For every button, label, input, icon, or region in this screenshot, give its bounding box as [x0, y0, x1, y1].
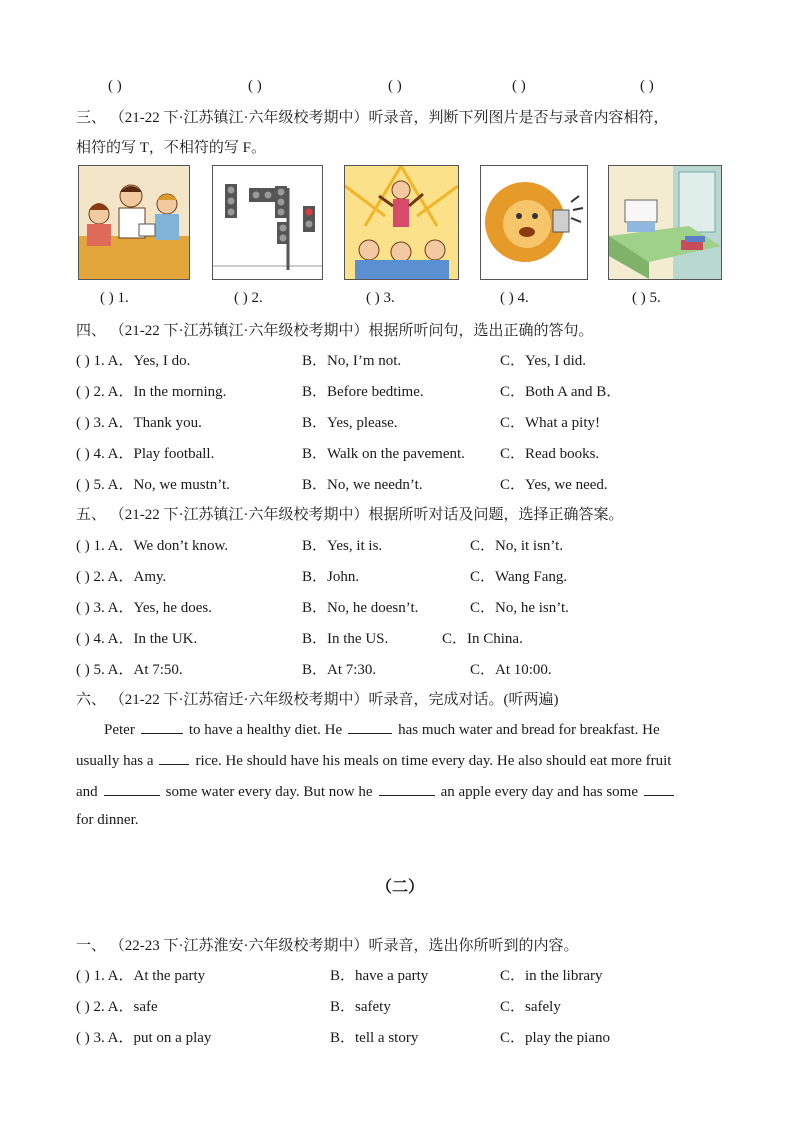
passage-text: and — [76, 784, 98, 800]
section5-heading: 五、 （21-22 下·江苏镇江·六年级校考期中）根据所听对话及问题，选择正确答案。 — [76, 507, 624, 523]
s5-q5-option-c[interactable]: C．At 10:00. — [470, 662, 552, 678]
part2-section1-heading: 一、 （22-23 下·江苏淮安·六年级校考期中）听录音，选出你所听到的内容。 — [76, 938, 579, 954]
s5-q4-option-c[interactable]: C．In China. — [442, 631, 523, 647]
p2-q1-option-b[interactable]: B．have a party — [330, 968, 429, 984]
s4-q5-option-b[interactable]: B．No, we needn’t. — [302, 477, 423, 493]
s5-q4-option-b[interactable]: B．In the US. — [302, 631, 389, 647]
s4-q5-option-a[interactable]: ( ) 5. A．No, we mustn’t. — [76, 477, 230, 493]
passage-line-2 — [76, 750, 756, 770]
picture-traffic-lights — [212, 165, 323, 280]
s4-q3-option-b[interactable]: B．Yes, please. — [302, 415, 398, 431]
s4-q2-option-a[interactable]: ( ) 2. A．In the morning. — [76, 384, 227, 400]
s4-q1-option-a[interactable]: ( ) 1. A．Yes, I do. — [76, 353, 191, 369]
section3-heading-cont: 相符的写 T，不相符的写 F。 — [76, 140, 267, 156]
s4-q4-option-b[interactable]: B．Walk on the pavement. — [302, 446, 465, 462]
passage-text: some water every day. But now he — [165, 784, 373, 800]
answer-paren-5[interactable]: ( ) — [640, 78, 654, 94]
s4-q3-option-a[interactable]: ( ) 3. A．Thank you. — [76, 415, 202, 431]
s4-q1-option-c[interactable]: C．Yes, I did. — [500, 353, 586, 369]
blank-1[interactable] — [141, 719, 183, 734]
answer-paren-3[interactable]: ( ) — [388, 78, 402, 94]
passage-text: Peter — [104, 722, 135, 738]
p2-q2-option-b[interactable]: B．safety — [330, 999, 391, 1015]
s5-q1-option-c[interactable]: C．No, it isn’t. — [470, 538, 564, 554]
passage-text: usually has a — [76, 753, 154, 769]
s4-q2-option-c[interactable]: C．Both A and B． — [500, 384, 622, 400]
s4-q3-option-c[interactable]: C．What a pity! — [500, 415, 600, 431]
section6-heading: 六、 （21-22 下·江苏宿迁·六年级校考期中）听录音，完成对话。(听两遍) — [76, 692, 559, 708]
passage-line-4 — [76, 812, 756, 829]
p2-q2-option-c[interactable]: C．safely — [500, 999, 561, 1015]
blank-2[interactable] — [348, 719, 392, 734]
s5-q2-option-c[interactable]: C．Wang Fang. — [470, 569, 568, 585]
picture-label-3[interactable]: ( ) 3. — [366, 290, 395, 306]
p2-q3-option-c[interactable]: C．play the piano — [500, 1030, 610, 1046]
picture-label-1[interactable]: ( ) 1. — [100, 290, 129, 306]
s5-q2-option-b[interactable]: B．John. — [302, 569, 360, 585]
s5-q1-option-b[interactable]: B．Yes, it is. — [302, 538, 383, 554]
s5-q4-option-a[interactable]: ( ) 4. A．In the UK. — [76, 631, 198, 647]
blank-4[interactable] — [104, 781, 160, 796]
section3-heading: 三、 （21-22 下·江苏镇江·六年级校考期中）听录音，判断下列图片是否与录音内容相符， — [76, 110, 669, 126]
s4-q1-option-b[interactable]: B．No, I’m not. — [302, 353, 402, 369]
s4-q5-option-c[interactable]: C．Yes, we need. — [500, 477, 608, 493]
s5-q5-option-a[interactable]: ( ) 5. A．At 7:50. — [76, 662, 183, 678]
picture-singer-concert — [344, 165, 459, 280]
picture-students-talking — [78, 165, 190, 280]
picture-lion — [480, 165, 588, 280]
passage-text: for dinner. — [76, 812, 139, 828]
s4-q2-option-b[interactable]: B．Before bedtime. — [302, 384, 424, 400]
picture-label-2[interactable]: ( ) 2. — [234, 290, 263, 306]
passage-text: has much water and bread for breakfast. He — [398, 722, 660, 738]
p2-q3-option-a[interactable]: ( ) 3. A．put on a play — [76, 1030, 212, 1046]
s5-q3-option-c[interactable]: C．No, he isn’t. — [470, 600, 569, 616]
p2-q2-option-a[interactable]: ( ) 2. A．safe — [76, 999, 158, 1015]
p2-q1-option-c[interactable]: C．in the library — [500, 968, 603, 984]
blank-3[interactable] — [159, 750, 189, 765]
s4-q4-option-a[interactable]: ( ) 4. A．Play football. — [76, 446, 215, 462]
s5-q2-option-a[interactable]: ( ) 2. A．Amy. — [76, 569, 167, 585]
s5-q3-option-a[interactable]: ( ) 3. A．Yes, he does. — [76, 600, 212, 616]
picture-label-4[interactable]: ( ) 4. — [500, 290, 529, 306]
s5-q3-option-b[interactable]: B．No, he doesn’t. — [302, 600, 419, 616]
section4-heading: 四、 （21-22 下·江苏镇江·六年级校考期中）根据所听问句，选出正确的答句。 — [76, 323, 594, 339]
passage-line-3 — [76, 781, 756, 801]
answer-paren-4[interactable]: ( ) — [512, 78, 526, 94]
blank-6[interactable] — [644, 781, 674, 796]
passage-line-1 — [104, 719, 784, 739]
p2-q1-option-a[interactable]: ( ) 1. A．At the party — [76, 968, 206, 984]
p2-q3-option-b[interactable]: B．tell a story — [330, 1030, 419, 1046]
picture-label-5[interactable]: ( ) 5. — [632, 290, 661, 306]
passage-text: rice. He should have his meals on time every day. He also should eat more fruit — [195, 753, 672, 769]
s5-q1-option-a[interactable]: ( ) 1. A．We don’t know. — [76, 538, 229, 554]
answer-paren-2[interactable]: ( ) — [248, 78, 262, 94]
answer-paren-1[interactable]: ( ) — [108, 78, 122, 94]
part-title: （二） — [375, 879, 424, 896]
s5-q5-option-b[interactable]: B．At 7:30. — [302, 662, 377, 678]
passage-text: to have a healthy diet. He — [188, 722, 343, 738]
picture-desk-room — [608, 165, 722, 280]
passage-text: an apple every day and has some — [440, 784, 638, 800]
s4-q4-option-c[interactable]: C．Read books. — [500, 446, 600, 462]
blank-5[interactable] — [379, 781, 435, 796]
